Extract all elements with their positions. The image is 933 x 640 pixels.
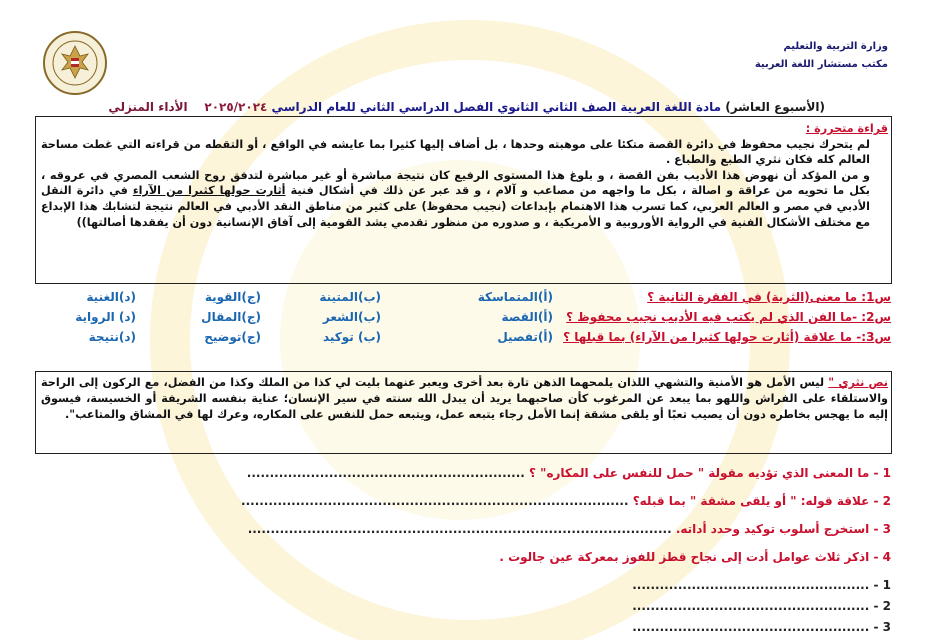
question-number: 4 - <box>873 550 891 564</box>
answer-line[interactable]: ............................................................................................. <box>247 522 672 536</box>
question-number: 3 - <box>873 522 891 536</box>
mcq-question-text: س2: -ما الفن الذي لم يكتب فيه الأديب نجيب محفوظ ؟ <box>566 310 891 324</box>
question-text: ما المعنى الذي تؤديه مقولة " حمل للنفس على المكاره" ؟ <box>529 466 870 480</box>
mcq-question-text: س3:- ما علاقة (أثارت حولها كثيرا من الآراء) بما قبلها ؟ <box>563 330 891 344</box>
question-text: اذكر ثلاث عوامل أدت إلى نجاح قطز للفوز بمعركة عين جالوت . <box>499 550 870 564</box>
mcq-option-c[interactable]: (ج)القوية <box>204 290 261 304</box>
ministry-header <box>755 38 888 74</box>
mcq-option-b[interactable]: (ب) توكيد <box>322 330 381 344</box>
prose-passage <box>41 375 888 424</box>
reading-heading: قراءة متحررة : <box>805 122 888 135</box>
subject-label: مادة اللغة العربية الصف الثاني الثانوي الفصل الدراسي الثاني للعام الدراسي <box>271 100 722 114</box>
answer-line-1[interactable] <box>632 578 891 592</box>
mcq-option-a[interactable]: (أ)تفصيل <box>497 330 553 344</box>
reading-paragraph-2-start: و من المؤكد أن نهوض هذا الأديب بفن القصة ، و بلوغ هذا المستوى الرفيع كان نتيجة مباشرة أو غير مباشرة لتدفق روح الشعب المصري في عروقه ، بكل ما تحويه من عراقة و اصالة ، بكل ما واجهه من مصاعب و آلام ، و قد عبر عن ذلك في أشكال فنية <box>41 168 870 198</box>
prose-text: ليس الأمل هو الأمنية والتشهي اللذان يلمحهما الذهن تارة بعد أخرى ويعبر عنهما بليت لي كذا من الملك وكذا من الفضل، مع الركون إلى الراحة والاستلقاء على الفراش واللهو بما يبعد عن المرغوب كأن صاحبهما يريد أن يبدل الله سنته في سير الإنسان؛ عناية بنفسه الشريفة أو الخسيسة، فيسوق إليه ما يهجس بخاطره دون أن يصيب تعبًا أو يلقى مشقة إنما الأمل رجاء يتبعه عمل، ويتبعه حمل للنفس على المكاره، وعرك لها في المشاق والمتاعب". <box>41 376 888 422</box>
week-label: (الأسبوع العاشر) <box>725 100 825 114</box>
question-number: 1 - <box>873 466 891 480</box>
prose-heading: نص نثري " <box>828 376 888 389</box>
mcq-question-2 <box>41 310 891 328</box>
reading-paragraph-2-end: في دائرة النقل الأدبي في مصر و العالم العربي، كما تسرب هذا الاهتمام بإبداعات (نجيب محفوظ) على كثير من مناطق النقد الأدبي في العالم نتيجة لتشابك هذا الإبداع مع مختلف الأشكال الفنية في الرواية الأوروبية و الأمريكية ، و صدوره من منظور تقدمي يشد القومية إلى آفاق الإنسانية دون أن يفقدها أصالتها)) <box>41 184 870 229</box>
reading-passage <box>41 121 888 230</box>
ministry-logo-icon <box>42 30 108 96</box>
question-3 <box>248 522 891 536</box>
ministry-name: وزارة التربية والتعليم <box>783 41 888 52</box>
question-1 <box>247 466 891 480</box>
question-number: 2 - <box>873 494 891 508</box>
answer-dots: .................................................... <box>632 620 870 634</box>
question-text: استخرج أسلوب توكيد وحدد أداته. <box>675 522 870 536</box>
question-4 <box>499 550 891 564</box>
mcq-question-text: س1: ما معنى(الثرية) في الفقرة الثانية ؟ <box>647 290 891 304</box>
mcq-question-1 <box>41 290 891 308</box>
mcq-option-a[interactable]: (أ)القصة <box>501 310 553 324</box>
answer-line[interactable]: ..................................................................................... <box>241 494 629 508</box>
mcq-option-b[interactable]: (ب)الشعر <box>322 310 381 324</box>
mcq-option-d[interactable]: (د)نتيجة <box>88 330 136 344</box>
office-name: مكتب مستشار اللغة العربية <box>754 59 888 70</box>
worksheet-title <box>108 100 825 114</box>
mcq-option-a[interactable]: (أ)المتماسكة <box>477 290 553 304</box>
mcq-option-c[interactable]: (ج)توضيح <box>204 330 261 344</box>
mcq-question-3 <box>41 330 891 348</box>
mcq-option-c[interactable]: (ج)المقال <box>201 310 261 324</box>
reading-paragraph-1: لم يتحرك نجيب محفوظ في دائرة القصة متكئا على موهبته وحدها ، بل أضاف إليها كثيرا بما عايشه في الواقع ، أو التقطه من قراءته التي غطت مساحة العالم كله فكان نثري الطبع والطباع . <box>41 137 870 167</box>
homework-label: الأداء المنزلي <box>108 100 188 114</box>
year-label: ٢٠٢٥/٢٠٢٤ <box>204 100 268 114</box>
reading-paragraph-2 <box>41 168 888 230</box>
answer-number: 1 - <box>873 578 891 592</box>
answer-line-3[interactable] <box>632 620 891 634</box>
underlined-phrase: أثارت حولها كثيرا من الآراء <box>132 184 286 198</box>
mcq-option-d[interactable]: (د)الغنية <box>86 290 136 304</box>
answer-line-2[interactable] <box>632 599 891 613</box>
question-2 <box>241 494 891 508</box>
answer-line[interactable]: ............................................................. <box>246 466 525 480</box>
answer-dots: .................................................... <box>632 578 870 592</box>
mcq-option-d[interactable]: (د) الرواية <box>75 310 136 324</box>
answer-dots: .................................................... <box>632 599 870 613</box>
question-text: علاقة قوله: " أو يلقى مشقة " بما قبله؟ <box>632 494 870 508</box>
answer-number: 3 - <box>873 620 891 634</box>
mcq-option-b[interactable]: (ب)المتينة <box>319 290 381 304</box>
answer-number: 2 - <box>873 599 891 613</box>
